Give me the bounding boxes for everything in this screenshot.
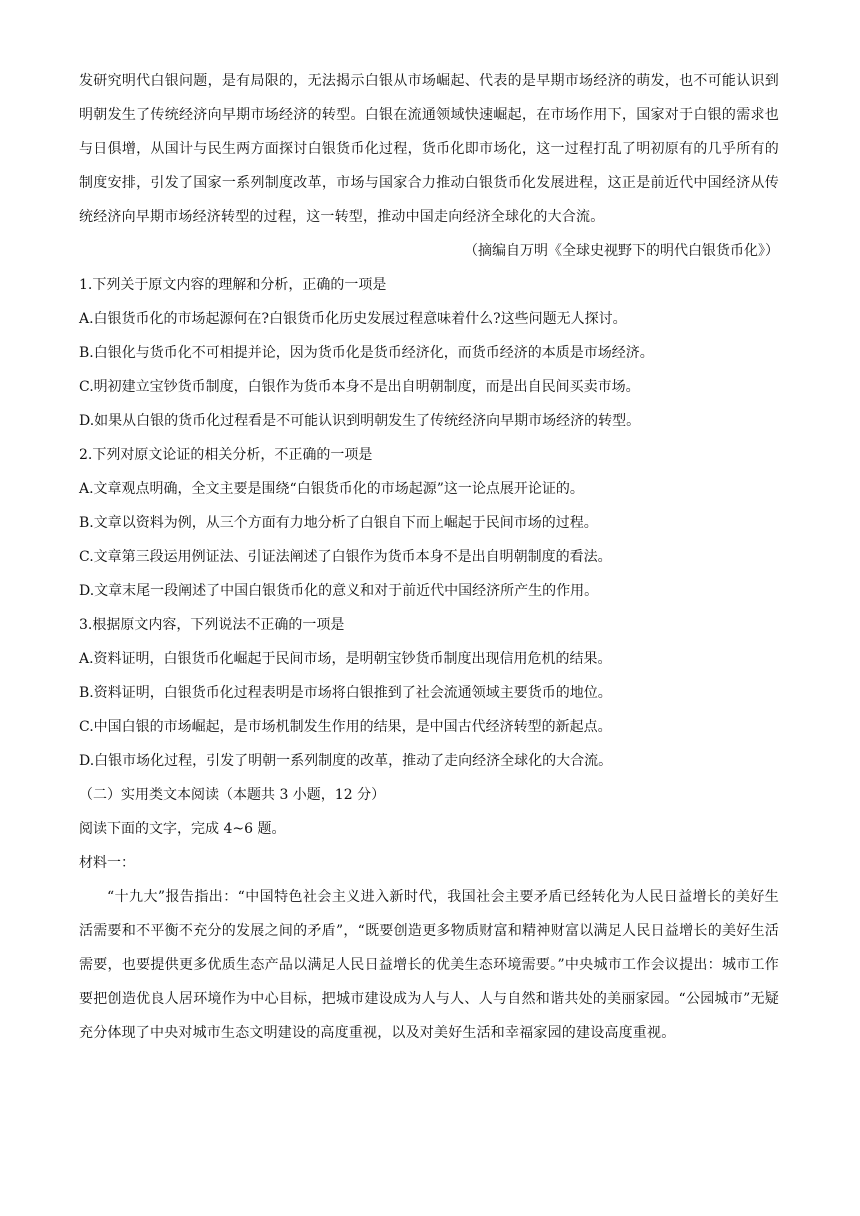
source-citation: （摘编自万明《全球史视野下的明代白银货币化》）: [464, 243, 779, 259]
question-1-option-c: C.明初建立宝钞货币制度，白银作为货币本身不是出自明朝制度，而是出自民间买卖市场。: [79, 379, 640, 395]
question-3-stem: 3.根据原文内容，下列说法不正确的一项是: [79, 617, 345, 633]
question-2-stem: 2.下列对原文论证的相关分析，不正确的一项是: [79, 447, 373, 463]
question-1-option-b: B.白银化与货币化不可相提并论，因为货币化是货币经济化，而货币经济的本质是市场经济。: [79, 345, 654, 361]
question-2-option-c: C.文章第三段运用例证法、引证法阐述了白银作为货币本身不是出自明朝制度的看法。: [79, 549, 612, 565]
question-3-option-d: D.白银市场化过程，引发了明朝一系列制度的改革，推动了走向经济全球化的大合流。: [79, 753, 613, 769]
question-1-stem: 1.下列关于原文内容的理解和分析，正确的一项是: [79, 277, 387, 293]
section-heading: （二）实用类文本阅读（本题共 3 小题，12 分）: [79, 787, 386, 803]
intro-paragraph: 发研究明代白银问题，是有局限的，无法揭示白银从市场崛起、代表的是早期市场经济的萌发，也不可能认识到明朝发生了传统经济向早期市场经济的转型。白银在流通领域快速崛起，在市场作用下，国家对于白银的需求也与日俱增，从国计与民生两方面探讨白银货币化过程，货币化即市场化，这一过程打乱了明初原有的几乎所有的制度安排，引发了国家一系列制度改革，市场与国家合力推动白银货币化发展进程，这正是前近代中国经济从传统经济向早期市场经济转型的过程，这一转型，推动中国走向经济全球化的大合流。: [79, 73, 779, 225]
instruction-text: 阅读下面的文字，完成 4~6 题。: [79, 821, 286, 837]
question-2-option-d: D.文章末尾一段阐述了中国白银货币化的意义和对于前近代中国经济所产生的作用。: [79, 583, 599, 599]
question-3-option-c: C.中国白银的市场崛起，是市场机制发生作用的结果，是中国古代经济转型的新起点。: [79, 719, 612, 735]
question-3-option-a: A.资料证明，白银货币化崛起于民间市场，是明朝宝钞货币制度出现信用危机的结果。: [79, 651, 612, 667]
material-paragraph: “十九大”报告指出：“中国特色社会主义进入新时代，我国社会主要矛盾已经转化为人民日益增长的美好生活需要和不平衡不充分的发展之间的矛盾”，“既要创造更多物质财富和精神财富以满足人民日益增长的美好生活需要，也要提供更多优质生态产品以满足人民日益增长的优美生态环境需要。”中央城市工作会议提出：城市工作要把创造优良人居环境作为中心目标，把城市建设成为人与人、人与自然和谐共处的美丽家园。“公园城市”无疑充分体现了中央对城市生态文明建设的高度重视，以及对美好生活和幸福家园的建设高度重视。: [79, 889, 779, 1041]
question-1-option-d: D.如果从白银的货币化过程看是不可能认识到明朝发生了传统经济向早期市场经济的转型。: [79, 413, 641, 429]
question-2-option-b: B.文章以资料为例，从三个方面有力地分析了白银自下而上崛起于民间市场的过程。: [79, 515, 598, 531]
question-1-option-a: A.白银货币化的市场起源何在?白银货币化历史发展过程意味着什么?这些问题无人探讨。: [79, 311, 627, 327]
material-label: 材料一：: [79, 855, 135, 871]
question-3-option-b: B.资料证明，白银货币化过程表明是市场将白银推到了社会流通领域主要货币的地位。: [79, 685, 612, 701]
question-2-option-a: A.文章观点明确，全文主要是围绕“白银货币化的市场起源”这一论点展开论证的。: [79, 481, 584, 497]
document-page: [79, 64, 779, 1050]
